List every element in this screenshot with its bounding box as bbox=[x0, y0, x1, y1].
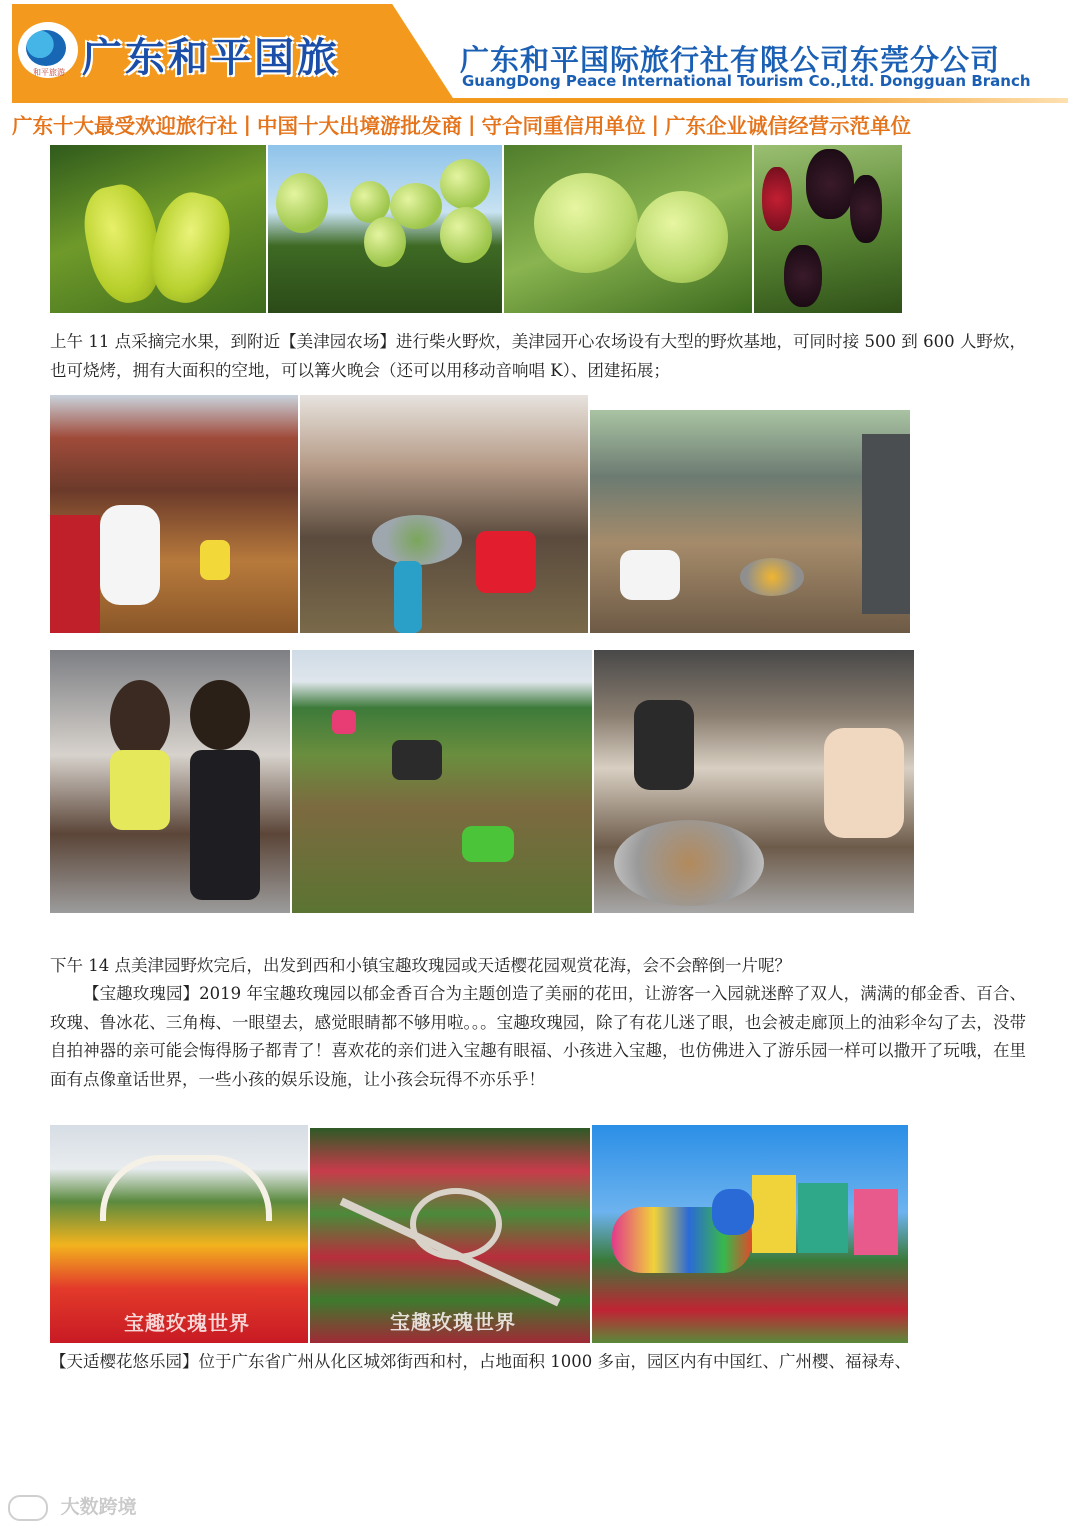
logo-text: 和平旅游 bbox=[33, 68, 65, 77]
photo-kids-bamboo bbox=[50, 650, 290, 913]
photo-starfruit bbox=[50, 145, 266, 313]
photo-cow-sculpture bbox=[592, 1125, 908, 1343]
slogan-3: 守合同重信用单位 bbox=[481, 114, 646, 138]
photo-stove-cooking bbox=[590, 410, 910, 633]
footer-watermark-text: 大数跨境 bbox=[60, 1496, 137, 1518]
rose-world-watermark: 宝趣玫瑰世界 bbox=[390, 1310, 516, 1334]
globe-icon bbox=[26, 30, 66, 66]
photo-rose-garden-aerial bbox=[310, 1128, 590, 1343]
paragraph-rose-garden: 【宝趣玫瑰园】2019 年宝趣玫瑰园以郁金香百合为主题创造了美丽的花田，让游客一入园就迷醉了双人，满满的郁金香、百合、玫瑰、鲁冰花、三角梅、一眼望去，感觉眼睛都不够用啦。。。宝趣玫瑰园，除了有花儿迷了眼，也会被走廊顶上的油彩伞勾了去，没带自拍神器的亲可能会悔得肠子都青了！喜欢花的亲们进入宝趣有眼福、小孩进入宝趣，也仿佛进入了游乐园一样可以撒开了玩哦，在里面有点像童话世界，一些小孩的娱乐设施，让小孩会玩得不亦乐乎！ bbox=[50, 984, 1026, 1089]
brand-name: 广东和平国旅 bbox=[82, 35, 340, 81]
slogan-1: 广东十大最受欢迎旅行社 bbox=[12, 114, 238, 138]
photo-picnic-tables bbox=[50, 395, 298, 633]
slogan-separator: | bbox=[243, 112, 251, 136]
footer-watermark bbox=[8, 1492, 137, 1521]
photo-making-dumplings bbox=[594, 650, 914, 913]
slogan-separator: | bbox=[651, 112, 659, 136]
slogan-bar bbox=[12, 108, 1072, 140]
company-name-en: GuangDong Peace International Tourism Co.,Ltd. Dongguan Branch bbox=[462, 72, 1031, 90]
photo-guava bbox=[504, 145, 752, 313]
watermark-logo-icon bbox=[8, 1495, 48, 1521]
photo-cooking-prep bbox=[300, 395, 588, 633]
photo-green-plums bbox=[268, 145, 502, 313]
header-underline bbox=[12, 98, 1068, 103]
company-logo bbox=[18, 22, 78, 78]
slogan-4: 广东企业诚信经营示范单位 bbox=[665, 114, 911, 138]
paragraph-sakura-park: 【天适樱花悠乐园】位于广东省广州从化区城郊街西和村，占地面积 1000 多亩，园区内有中国红、广州樱、福禄寿、 bbox=[50, 1352, 911, 1371]
paragraph-afternoon: 下午 14 点美津园野炊完后，出发到西和小镇宝趣玫瑰园或天适樱花园观赏花海，会不会醉倒一片呢？ bbox=[50, 956, 791, 975]
photo-field-digging bbox=[292, 650, 592, 913]
photo-rose-garden-arch bbox=[50, 1125, 308, 1343]
rose-world-watermark: 宝趣玫瑰世界 bbox=[124, 1311, 250, 1335]
slogan-separator: | bbox=[468, 112, 476, 136]
paragraph-farm-intro: 上午 11 点采摘完水果，到附近【美津园农场】进行柴火野炊，美津园开心农场设有大型的野炊基地，可同时接 500 到 600 人野炊，也可烧烤，拥有大面积的空地，可以篝火晚会（还可以用移动音响唱 K）、团建拓展； bbox=[50, 332, 1026, 380]
photo-mulberry bbox=[754, 145, 902, 313]
slogan-2: 中国十大出境游批发商 bbox=[257, 114, 462, 138]
company-name-cn: 广东和平国际旅行社有限公司东莞分公司 bbox=[460, 43, 1001, 77]
